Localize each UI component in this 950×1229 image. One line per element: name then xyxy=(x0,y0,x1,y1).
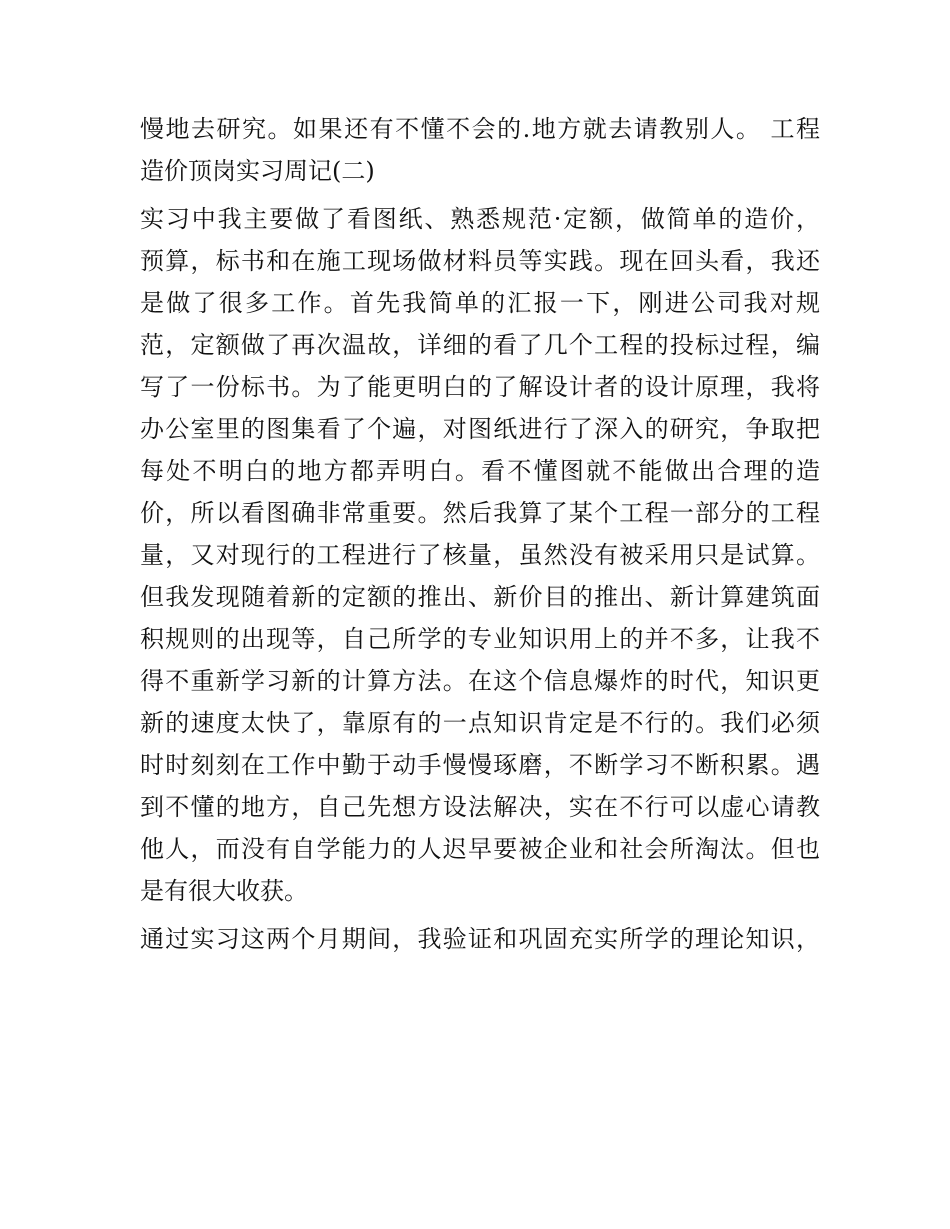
paragraph-3 xyxy=(140,918,820,960)
paragraph-1 xyxy=(140,108,820,192)
text-line: 是做了很多工作。首先我简单的汇报一下，刚进公司我对规 xyxy=(140,289,820,317)
text-line: 得不重新学习新的计算方法。在这个信息爆炸的时代，知识更 xyxy=(140,667,820,695)
text-line: 通过实习这两个月期间，我验证和巩固充实所学的理论知识， xyxy=(140,925,820,953)
text-line: 实习中我主要做了看图纸、熟悉规范·定额，做简单的造价， xyxy=(140,205,820,233)
text-line: 积规则的出现等，自己所学的专业知识用上的并不多，让我不 xyxy=(140,625,820,653)
paragraph-2 xyxy=(140,198,820,912)
text-line: 新的速度太快了，靠原有的一点知识肯定是不行的。我们必须 xyxy=(140,709,820,737)
text-line: 慢地去研究。如果还有不懂不会的.地方就去请教别人。 工程 xyxy=(140,115,820,143)
body-text xyxy=(140,108,820,960)
text-line: 到不懂的地方，自己先想方设法解决，实在不行可以虚心请教 xyxy=(140,793,820,821)
text-line: 造价顶岗实习周记(二) xyxy=(140,157,375,185)
text-line: 写了一份标书。为了能更明白的了解设计者的设计原理，我将 xyxy=(140,373,820,401)
text-line: 每处不明白的地方都弄明白。看不懂图就不能做出合理的造 xyxy=(140,457,820,485)
text-line: 是有很大收获。 xyxy=(140,877,308,905)
text-line: 价，所以看图确非常重要。然后我算了某个工程一部分的工程 xyxy=(140,499,820,527)
text-line: 时时刻刻在工作中勤于动手慢慢琢磨，不断学习不断积累。遇 xyxy=(140,751,820,779)
text-line: 预算，标书和在施工现场做材料员等实践。现在回头看，我还 xyxy=(140,247,820,275)
text-line: 他人，而没有自学能力的人迟早要被企业和社会所淘汰。但也 xyxy=(140,835,820,863)
text-line: 量，又对现行的工程进行了核量，虽然没有被采用只是试算。 xyxy=(140,541,820,569)
text-line: 但我发现随着新的定额的推出、新价目的推出、新计算建筑面 xyxy=(140,583,820,611)
text-line: 办公室里的图集看了个遍，对图纸进行了深入的研究，争取把 xyxy=(140,415,820,443)
text-line: 范，定额做了再次温故，详细的看了几个工程的投标过程，编 xyxy=(140,331,820,359)
